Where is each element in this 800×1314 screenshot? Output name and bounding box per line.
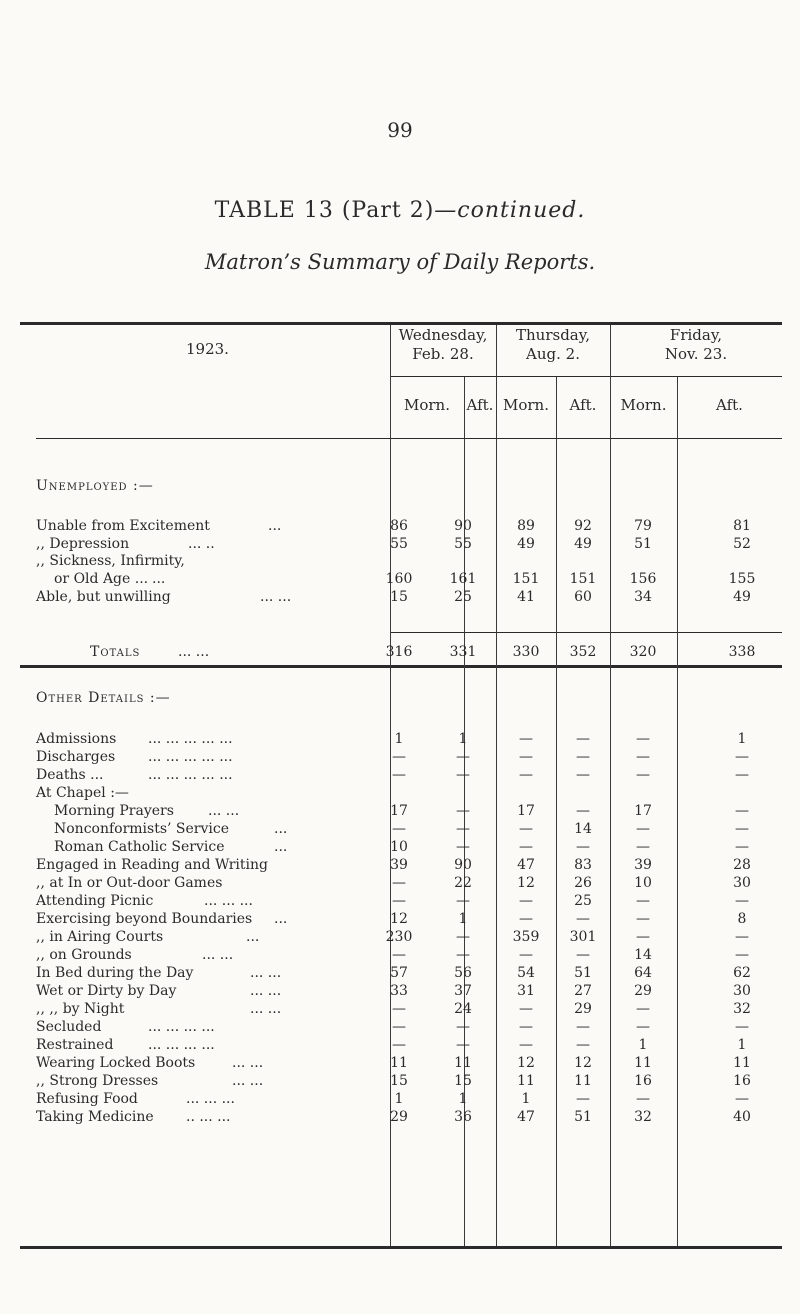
table-cell: 30 (733, 983, 751, 999)
section-heading-other-details: Other Details :— (36, 690, 171, 706)
row-leader-dots: ... ... ... (204, 893, 253, 909)
table-cell: — (519, 749, 533, 765)
section-divider-rule (20, 665, 782, 668)
table-cell: 17 (390, 803, 408, 819)
sub-header-morn: Morn. (404, 396, 450, 414)
table-cell: — (735, 929, 749, 945)
row-leader-dots: ... (268, 518, 282, 534)
table-cell: 39 (390, 857, 408, 873)
table-cell: 11 (517, 1073, 535, 1089)
table-cell: 25 (574, 893, 592, 909)
table-cell: 49 (733, 589, 751, 605)
row-leader-dots: ... ... (232, 1055, 264, 1071)
table-cell: 47 (517, 1109, 535, 1125)
table-cell: 1 (521, 1091, 531, 1107)
row-label: Restrained (36, 1037, 114, 1053)
table-cell: 79 (634, 518, 652, 534)
table-cell: 64 (634, 965, 652, 981)
day-header-line2: Feb. 28. (412, 345, 474, 363)
table-cell: 55 (454, 536, 472, 552)
table-cell: — (392, 1001, 406, 1017)
table-cell: — (456, 1037, 470, 1053)
sub-header-morn: Morn. (503, 396, 549, 414)
row-leader-dots: ... (246, 929, 260, 945)
table-cell: 49 (574, 536, 592, 552)
other-details-row (36, 838, 782, 856)
row-leader-dots: ... .. (188, 536, 215, 552)
totals-cell: 352 (569, 644, 597, 660)
table-cell: 27 (574, 983, 592, 999)
day-header-line2: Nov. 23. (664, 345, 728, 363)
table-cell: — (735, 767, 749, 783)
row-leader-dots: ... ... (250, 1001, 282, 1017)
table-cell: — (456, 767, 470, 783)
unemployed-row (36, 552, 782, 570)
table-cell: 11 (390, 1055, 408, 1071)
table-cell: 1 (638, 1037, 648, 1053)
table-cell: — (519, 911, 533, 927)
row-leader-dots: .. ... ... (186, 1109, 231, 1125)
table-cell: 90 (454, 857, 472, 873)
table-cell: 12 (390, 911, 408, 927)
row-label: Unable from Excitement (36, 518, 210, 534)
table-cell: 51 (634, 536, 652, 552)
table-cell: — (392, 1037, 406, 1053)
row-leader-dots: ... (274, 839, 288, 855)
row-label: Refusing Food (36, 1091, 138, 1107)
table-cell: 36 (454, 1109, 472, 1125)
table-cell: — (636, 929, 650, 945)
row-leader-dots: ... ... (250, 983, 282, 999)
row-label: Taking Medicine (36, 1109, 154, 1125)
table-cell: 31 (517, 983, 535, 999)
other-details-row (36, 1054, 782, 1072)
totals-cell: 338 (728, 644, 756, 660)
table-cell: 40 (733, 1109, 751, 1125)
table-cell: 39 (634, 857, 652, 873)
other-details-row (36, 730, 782, 748)
table-cell: 1 (458, 911, 468, 927)
table-subtitle: Matron’s Summary of Daily Reports. (204, 250, 596, 274)
table-cell: 56 (454, 965, 472, 981)
row-label: ,, in Airing Courts (36, 929, 164, 945)
table-cell: — (456, 947, 470, 963)
table-title-suffix: —continued. (434, 198, 586, 223)
table-cell: — (392, 767, 406, 783)
table-cell: — (392, 893, 406, 909)
table-cell: 230 (385, 929, 413, 945)
row-leader-dots: ... ... (232, 1073, 264, 1089)
row-label: Wearing Locked Boots (36, 1055, 196, 1071)
table-cell: — (456, 929, 470, 945)
table-cell: 1 (394, 1091, 404, 1107)
other-details-row (36, 802, 782, 820)
row-label: Able, but unwilling (36, 589, 171, 605)
day-header-friday (610, 326, 782, 364)
table-cell: 29 (634, 983, 652, 999)
table-cell: — (576, 1091, 590, 1107)
table-cell: — (456, 839, 470, 855)
sub-header-morn: Morn. (620, 396, 667, 414)
table-cell: 52 (733, 536, 751, 552)
other-details-row (36, 928, 782, 946)
unemployed-row (36, 535, 782, 553)
table-cell: — (636, 893, 650, 909)
table-cell: — (392, 749, 406, 765)
table-cell: — (392, 821, 406, 837)
row-label: Engaged in Reading and Writing (36, 857, 268, 873)
totals-top-rule (390, 632, 782, 633)
table-cell: 15 (390, 1073, 408, 1089)
table-cell: — (576, 1037, 590, 1053)
table-title-number: TABLE 13 (214, 198, 334, 223)
table-cell: 92 (574, 518, 592, 534)
day-header-thursday (496, 326, 610, 364)
table-cell: 1 (458, 1091, 468, 1107)
row-leader-dots: ... ... ... (186, 1091, 235, 1107)
table-cell: — (456, 893, 470, 909)
table-title (0, 198, 800, 223)
row-leader-dots: ... ... ... ... ... (148, 767, 233, 783)
table-cell: — (519, 1001, 533, 1017)
table-cell: 12 (517, 1055, 535, 1071)
day-header-line1: Wednesday, (398, 326, 488, 344)
header-sub-rule (390, 376, 782, 377)
unemployed-row (36, 570, 782, 588)
table-cell: — (735, 749, 749, 765)
table-cell: 17 (634, 803, 652, 819)
table-cell: 81 (733, 518, 751, 534)
table-cell: 17 (517, 803, 535, 819)
table-cell: — (519, 1019, 533, 1035)
row-leader-dots: ... ... (208, 803, 240, 819)
table-cell: — (735, 1019, 749, 1035)
totals-cell: 320 (629, 644, 657, 660)
table-cell: 22 (454, 875, 472, 891)
row-leader-dots: ... ... ... ... (148, 1037, 215, 1053)
other-details-row (36, 964, 782, 982)
table-cell: — (636, 767, 650, 783)
row-leader-dots: ... ... (250, 965, 282, 981)
other-details-row (36, 892, 782, 910)
table-cell: 359 (512, 929, 540, 945)
day-header-line1: Friday, (669, 326, 723, 344)
table-cell: 151 (512, 571, 540, 587)
table-cell: 29 (390, 1109, 408, 1125)
table-cell: — (636, 749, 650, 765)
row-label: or Old Age ... (54, 571, 149, 587)
table-cell: — (392, 947, 406, 963)
table-cell: 10 (634, 875, 652, 891)
row-label: ,, Sickness, Infirmity, (36, 553, 185, 569)
table-cell: 89 (517, 518, 535, 534)
unemployed-row (36, 517, 782, 535)
day-header-wednesday (390, 326, 496, 364)
table-cell: 51 (574, 1109, 592, 1125)
table-cell: — (636, 839, 650, 855)
row-leader-dots: ... ... ... ... (148, 1019, 215, 1035)
table-cell: 90 (454, 518, 472, 534)
table-cell: 34 (634, 589, 652, 605)
table-cell: 155 (728, 571, 756, 587)
row-label: ,, on Grounds (36, 947, 132, 963)
top-rule (20, 322, 782, 325)
table-cell: — (576, 749, 590, 765)
table-cell: 16 (733, 1073, 751, 1089)
table-cell: 28 (733, 857, 751, 873)
table-cell: — (456, 749, 470, 765)
other-details-row (36, 946, 782, 964)
bottom-rule (20, 1246, 782, 1249)
table-cell: 86 (390, 518, 408, 534)
table-cell: 151 (569, 571, 597, 587)
other-details-row (36, 1090, 782, 1108)
table-cell: 14 (634, 947, 652, 963)
other-details-row (36, 784, 782, 802)
table-cell: 33 (390, 983, 408, 999)
table-cell: — (636, 821, 650, 837)
table-cell: 55 (390, 536, 408, 552)
table-cell: — (636, 1091, 650, 1107)
table-cell: — (576, 731, 590, 747)
table-cell: 16 (634, 1073, 652, 1089)
table-cell: 47 (517, 857, 535, 873)
page-number: 99 (387, 118, 413, 142)
table-cell: — (519, 821, 533, 837)
table-cell: — (576, 767, 590, 783)
row-label: Secluded (36, 1019, 102, 1035)
unemployed-row (36, 588, 782, 606)
row-label: Nonconformists’ Service (54, 821, 230, 837)
row-leader-dots: ... ... (178, 644, 210, 660)
totals-row (36, 643, 782, 661)
row-leader-dots: ... (274, 821, 288, 837)
table-cell: — (735, 821, 749, 837)
table-cell: — (456, 803, 470, 819)
table-cell: 11 (574, 1073, 592, 1089)
other-details-row (36, 766, 782, 784)
table-cell: — (576, 803, 590, 819)
table-cell: 12 (574, 1055, 592, 1071)
table-cell: 26 (574, 875, 592, 891)
other-details-row (36, 856, 782, 874)
row-label: ,, ,, by Night (36, 1001, 125, 1017)
table-cell: — (636, 1019, 650, 1035)
table-cell: — (576, 839, 590, 855)
row-leader-dots: ... (274, 911, 288, 927)
totals-label: Totals (90, 644, 141, 660)
table-cell: 1 (458, 731, 468, 747)
table-cell: — (636, 1001, 650, 1017)
row-label: At Chapel :— (36, 785, 129, 801)
other-details-row (36, 1072, 782, 1090)
table-cell: 25 (454, 589, 472, 605)
row-leader-dots: ... (152, 571, 166, 587)
table-cell: 1 (737, 1037, 747, 1053)
table-cell: 32 (733, 1001, 751, 1017)
row-label: Wet or Dirty by Day (36, 983, 177, 999)
table-cell: 11 (634, 1055, 652, 1071)
row-label: Attending Picnic (36, 893, 154, 909)
table-cell: 15 (390, 589, 408, 605)
row-label: Admissions (36, 731, 117, 747)
other-details-row (36, 1036, 782, 1054)
table-cell: 49 (517, 536, 535, 552)
other-details-row (36, 1108, 782, 1126)
table-cell: 14 (574, 821, 592, 837)
table-cell: — (576, 911, 590, 927)
row-label: ,, at In or Out-door Games (36, 875, 223, 891)
table-cell: 12 (517, 875, 535, 891)
table-cell: — (576, 947, 590, 963)
other-details-row (36, 820, 782, 838)
other-details-row (36, 748, 782, 766)
table-cell: 161 (449, 571, 477, 587)
other-details-row (36, 910, 782, 928)
table-cell: 32 (634, 1109, 652, 1125)
table-cell: — (519, 839, 533, 855)
table-cell: — (735, 947, 749, 963)
year-label: 1923. (186, 340, 229, 358)
table-cell: — (519, 947, 533, 963)
row-label: ,, Depression (36, 536, 130, 552)
table-cell: 51 (574, 965, 592, 981)
header-bottom-rule (36, 438, 782, 439)
table-cell: — (636, 911, 650, 927)
row-leader-dots: ... ... ... ... ... (148, 749, 233, 765)
table-cell: — (519, 767, 533, 783)
day-header-line1: Thursday, (516, 326, 590, 344)
table-cell: 60 (574, 589, 592, 605)
row-leader-dots: ... ... (202, 947, 234, 963)
row-label: Roman Catholic Service (54, 839, 225, 855)
row-label: ,, Strong Dresses (36, 1073, 159, 1089)
row-label: Deaths ... (36, 767, 104, 783)
table-cell: 62 (733, 965, 751, 981)
table-cell: — (735, 893, 749, 909)
table-cell: 10 (390, 839, 408, 855)
table-cell: 37 (454, 983, 472, 999)
table-title-part: (Part 2) (341, 198, 435, 223)
table-cell: — (392, 875, 406, 891)
table-cell: 1 (394, 731, 404, 747)
other-details-row (36, 1018, 782, 1036)
table-cell: — (519, 893, 533, 909)
table-cell: 11 (733, 1055, 751, 1071)
table-cell: — (636, 731, 650, 747)
table-cell: 29 (574, 1001, 592, 1017)
section-heading-unemployed: Unemployed :— (36, 478, 154, 494)
totals-cell: 330 (512, 644, 540, 660)
sub-header-aft: Aft. (466, 396, 494, 414)
table-cell: 8 (737, 911, 747, 927)
totals-cell: 316 (385, 644, 413, 660)
other-details-row (36, 874, 782, 892)
row-label: In Bed during the Day (36, 965, 194, 981)
table-cell: 24 (454, 1001, 472, 1017)
table-cell: 57 (390, 965, 408, 981)
table-cell: 54 (517, 965, 535, 981)
table-cell: 301 (569, 929, 597, 945)
table-cell: 156 (629, 571, 657, 587)
sub-header-aft: Aft. (716, 396, 743, 414)
table-cell: — (519, 1037, 533, 1053)
totals-cell: 331 (449, 644, 477, 660)
table-cell: — (735, 839, 749, 855)
table-cell: 11 (454, 1055, 472, 1071)
row-leader-dots: ... ... ... ... ... (148, 731, 233, 747)
row-label: Discharges (36, 749, 116, 765)
row-leader-dots: ... ... (260, 589, 292, 605)
other-details-row (36, 1000, 782, 1018)
table-cell: — (735, 803, 749, 819)
table-cell: 1 (737, 731, 747, 747)
day-header-line2: Aug. 2. (526, 345, 580, 363)
table-cell: — (392, 1019, 406, 1035)
table-cell: — (456, 821, 470, 837)
table-cell: 83 (574, 857, 592, 873)
table-cell: 41 (517, 589, 535, 605)
table-cell: — (576, 1019, 590, 1035)
table-cell: — (456, 1019, 470, 1035)
table-cell: 30 (733, 875, 751, 891)
table-cell: 160 (385, 571, 413, 587)
other-details-row (36, 982, 782, 1000)
sub-header-aft: Aft. (569, 396, 597, 414)
row-label: Exercising beyond Boundaries (36, 911, 253, 927)
table-cell: 15 (454, 1073, 472, 1089)
table-cell: — (519, 731, 533, 747)
row-label: Morning Prayers (54, 803, 174, 819)
table-cell: — (735, 1091, 749, 1107)
